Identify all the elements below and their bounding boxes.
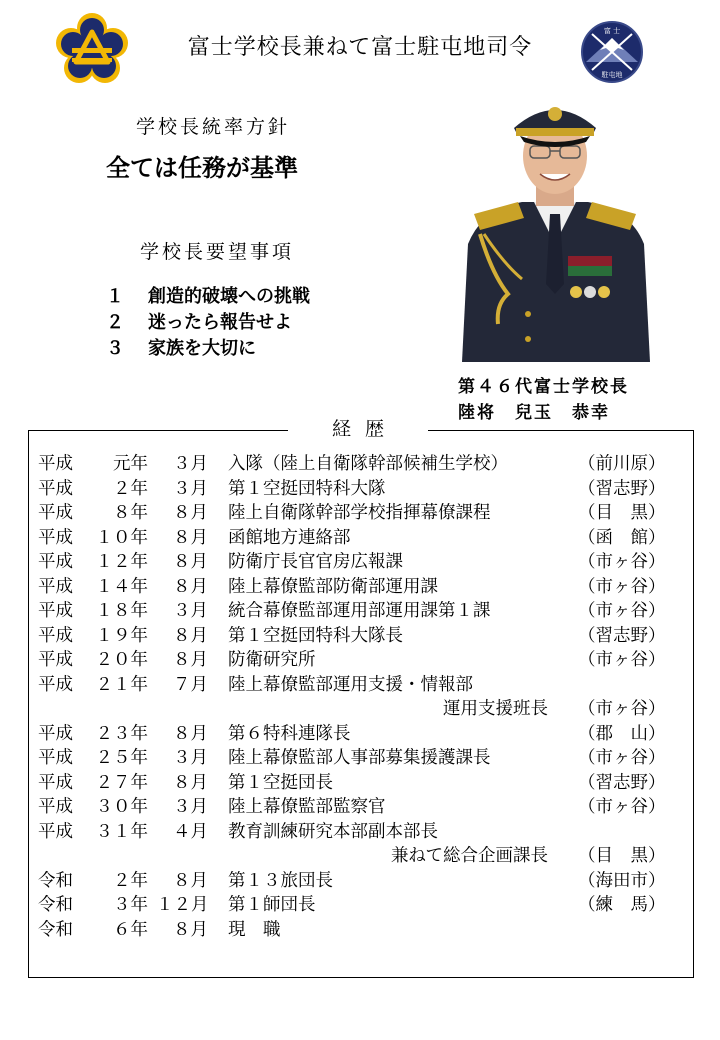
- table-row: 平成 ２７年 ８月 第１空挺団長 （習志野）: [38, 772, 666, 793]
- table-row: 令和 ３年 １２月 第１師団長 （練 馬）: [38, 895, 666, 915]
- table-row: 平成 １４年 ８月 陸上幕僚監部防衛部運用課 （市ヶ谷）: [38, 576, 666, 597]
- policy-text: 全ては任務が基準: [106, 154, 298, 182]
- table-row: 平成 ８年 ８月 陸上自衛隊幹部学校指揮幕僚課程 （目 黒）: [38, 503, 666, 523]
- requests-heading: 学校長要望事項: [140, 241, 295, 263]
- table-row: 平成 １０年 ８月 函館地方連絡部 （函 館）: [38, 527, 666, 548]
- table-row: 平成 元年 ３月 入隊（陸上自衛隊幹部候補生学校） （前川原）: [38, 454, 666, 474]
- page-title: 富士学校長兼ねて富士駐屯地司令: [187, 35, 533, 60]
- table-row: 令和 ２年 ８月 第１３旅団長 （海田市）: [38, 870, 666, 891]
- table-row: 平成 ２０年 ８月 防衛研究所 （市ヶ谷）: [38, 650, 666, 670]
- table-row: 平成 ３０年 ３月 陸上幕僚監部監察官 （市ヶ谷）: [38, 797, 666, 817]
- table-row: 運用支援班長 （市ヶ谷）: [443, 699, 666, 719]
- table-row: 平成 １８年 ３月 統合幕僚監部運用部運用課第１課 （市ヶ谷）: [38, 601, 666, 621]
- table-row: 平成 ２１年 ７月 陸上幕僚監部運用支援・情報部: [38, 674, 473, 695]
- emblem-top-text: 富 士: [603, 27, 621, 35]
- table-row: 平成 ２３年 ８月 第６特科連隊長 （郡 山）: [38, 723, 666, 744]
- portrait-caption-name: 陸将 兒玉 恭幸: [458, 403, 610, 423]
- table-row: 平成 ３１年 ４月 教育訓練研究本部副本部長: [38, 821, 438, 842]
- table-row: 平成 ２５年 ３月 陸上幕僚監部人事部募集援護課長 （市ヶ谷）: [38, 748, 666, 768]
- request-item: １ 創造的破壊への挑戦: [106, 286, 310, 307]
- emblem-bottom-text: 駐屯地: [601, 71, 623, 79]
- table-row: 平成 １２年 ８月 防衛庁長官官房広報課 （市ヶ谷）: [38, 552, 666, 572]
- table-row: 平成 １９年 ８月 第１空挺団特科大隊長 （習志野）: [38, 625, 666, 646]
- portrait-photo: [452, 94, 658, 362]
- request-item: ２ 迷ったら報告せよ: [106, 312, 292, 333]
- garrison-emblem-icon: [580, 20, 644, 84]
- table-row: 兼ねて総合企画課長 （目 黒）: [390, 846, 666, 866]
- table-row: 令和 ６年 ８月 現 職: [38, 919, 281, 940]
- career-title: 経歴: [288, 414, 428, 441]
- table-row: 平成 ２年 ３月 第１空挺団特科大隊 （習志野）: [38, 478, 666, 499]
- policy-heading: 学校長統率方針: [136, 116, 291, 138]
- request-item: ３ 家族を大切に: [106, 338, 256, 359]
- portrait-caption-rank: 第４６代富士学校長: [458, 377, 629, 397]
